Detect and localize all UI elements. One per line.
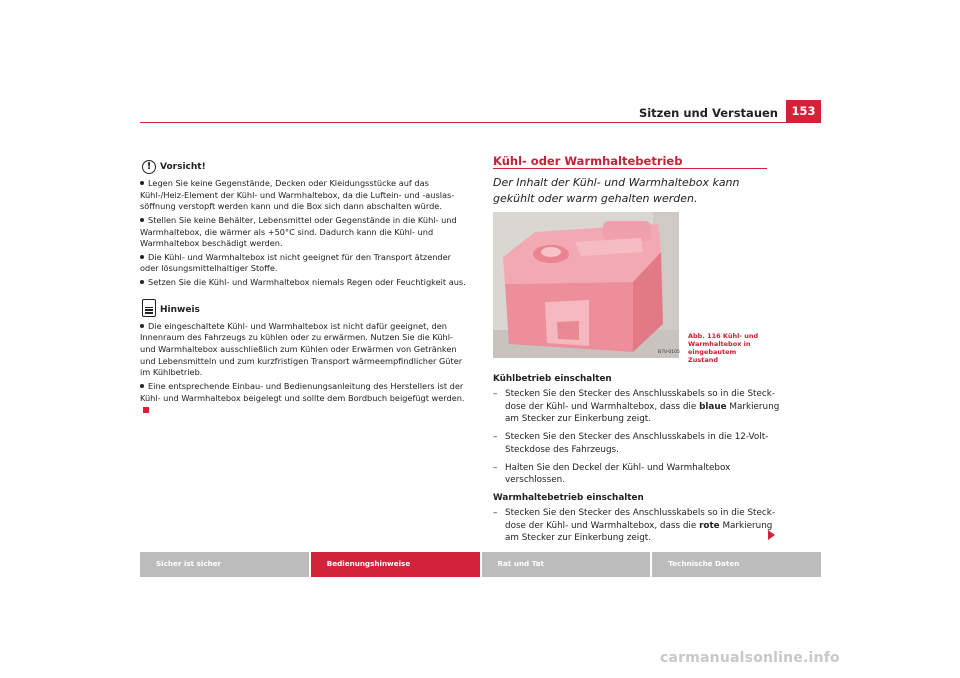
- cooler-box-figure: [493, 212, 679, 358]
- caution-item: Setzen Sie die Kühl- und Warmhaltebox niemals Regen oder Feuchtigkeit aus.: [140, 277, 470, 289]
- page-header-title: Sitzen und Verstauen: [638, 106, 778, 120]
- footer-nav: [140, 552, 821, 577]
- caution-item: Die Kühl- und Warmhaltebox ist nicht geeignet für den Transport ätzender oder lösungsmittelhaltiger Stoffe.: [140, 251, 452, 274]
- note-item: Die eingeschaltete Kühl- und Warmhaltebox ist nicht dafür geeignet, den Innenraum des Fahrzeugs zu kühlen oder zu erwärmen. Nutzen Sie die Kühl- und Warmhaltebox ausschließlich zum Kühlen oder Erwärmen von Getränken und Lebensmitteln und zum kurzfristigen Transport wärmeempfindlicher Güter im Kühlbetrieb.: [140, 320, 463, 378]
- section-intro: Der Inhalt der Kühl- und Warmhaltebox kann gekühlt oder warm gehalten werden.: [493, 176, 740, 205]
- cooling-step: – Stecken Sie den Stecker des Anschlusskabels so in die Steckdose der Kühl- und Warmhaltebox, dass die blaue Markierung am Stecker zur Einkerbung zeigt.: [493, 388, 780, 425]
- caution-heading: [140, 160, 470, 174]
- bullet-dot-icon: [140, 384, 144, 388]
- page-number-badge: 153: [786, 100, 821, 122]
- note-heading: [140, 299, 470, 317]
- cooling-step: – Halten Sie den Deckel der Kühl- und Warmhaltebox verschlossen.: [493, 462, 731, 486]
- left-column: [140, 160, 470, 418]
- note-title: Hinweis: [160, 305, 200, 315]
- figure-caption: Abb. 116 Kühl- und Warmhaltebox in eingebautem Zustand: [688, 332, 759, 365]
- figure-code: B7V-0105: [658, 350, 680, 355]
- heating-step: – Stecken Sie den Stecker des Anschlusskabels so in die Steckdose der Kühl- und Warmhaltebox, dass die rote Markierung am Stecker zur Einkerbung zeigt.: [493, 507, 776, 544]
- exclamation-circle-icon: !: [142, 160, 156, 174]
- footer-tab-sicher[interactable]: Sicher ist sicher: [140, 552, 309, 577]
- footer-tab-bedienungshinweise[interactable]: Bedienungshinweise: [311, 552, 480, 577]
- footer-tab-rat-und-tat[interactable]: Rat und Tat: [482, 552, 651, 577]
- section-title: Kühl- oder Warmhaltebetrieb: [493, 154, 683, 168]
- next-page-arrow-icon[interactable]: [768, 530, 775, 540]
- caution-item: Stellen Sie keine Behälter, Lebensmittel oder Gegenstände in die Kühl- und Warmhaltebox, die wärmer als +50°C sind. Dadurch kann die Kühl- und Warmhaltebox beschädigt werden.: [140, 214, 457, 249]
- caution-item: Legen Sie keine Gegenstände, Decken oder Kleidungsstücke auf das Kühl-/Heiz-Element der Kühl- und Warmhaltebox, da die Luftein- und -auslassöffnung verstopft werden kann und die Box sich dann abschalten würde.: [140, 178, 455, 212]
- cooling-heading: Kühlbetrieb einschalten: [493, 374, 612, 384]
- bullet-dot-icon: [140, 255, 144, 259]
- heating-heading: Warmhaltebetrieb einschalten: [493, 493, 644, 503]
- bullet-dot-icon: [140, 324, 144, 328]
- cooler-box-illustration: [493, 212, 679, 358]
- bullet-dot-icon: [140, 218, 144, 222]
- bullet-dot-icon: [140, 181, 144, 185]
- header-divider: [140, 122, 821, 123]
- footer-tab-technische-daten[interactable]: Technische Daten: [652, 552, 821, 577]
- section-divider: [493, 168, 767, 169]
- caution-title: Vorsicht!: [160, 162, 206, 173]
- bullet-dot-icon: [140, 280, 144, 284]
- section-end-icon: [143, 407, 149, 413]
- watermark-text: carmanualsonline.info: [660, 650, 840, 666]
- cooling-step: – Stecken Sie den Stecker des Anschlusskabels in die 12-Volt-Steckdose des Fahrzeugs.: [493, 432, 769, 455]
- note-item: Eine entsprechende Einbau- und Bedienungsanleitung des Herstellers ist der Kühl- und Warmhaltebox beigelegt und sollte dem Bordbuch beigefügt werden.: [140, 381, 470, 416]
- note-document-icon: [142, 299, 156, 317]
- right-column: [493, 373, 783, 550]
